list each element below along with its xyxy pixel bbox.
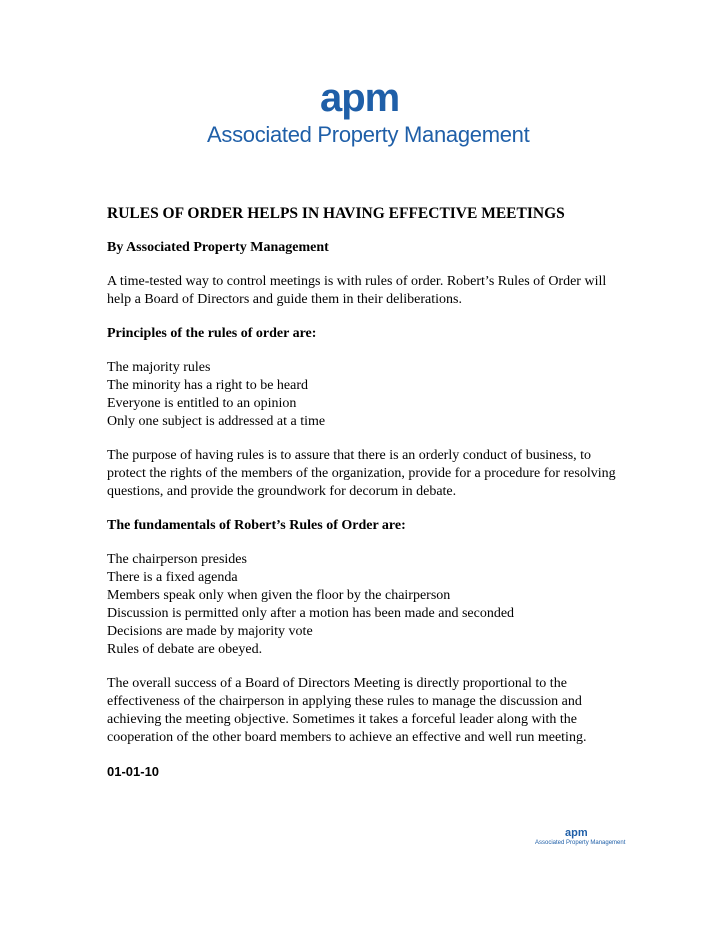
intro-paragraph: A time-tested way to control meetings is with rules of order. Robert’s Rules of Order will help a Board of Directors and guide them in their deliberations. bbox=[107, 274, 607, 307]
list-item: The chairperson presides bbox=[107, 552, 247, 567]
logo-mark: apm bbox=[320, 76, 400, 120]
list-item: The minority has a right to be heard bbox=[107, 378, 308, 393]
fundamentals-heading: The fundamentals of Robert’s Rules of Order are: bbox=[107, 518, 406, 533]
purpose-paragraph: The purpose of having rules is to assure that there is an orderly conduct of business, to protect the rights of the members of the organization, provide for a procedure for resolving questions, and provide the groundwork for decorum in debate. bbox=[107, 448, 616, 499]
list-item: Everyone is entitled to an opinion bbox=[107, 396, 297, 411]
fundamentals-list bbox=[107, 551, 632, 659]
document-title: RULES OF ORDER HELPS IN HAVING EFFECTIVE MEETINGS bbox=[107, 205, 565, 222]
list-item: Rules of debate are obeyed. bbox=[107, 642, 263, 657]
footer-logo bbox=[535, 828, 625, 852]
conclusion-paragraph: The overall success of a Board of Directors Meeting is directly proportional to the effectiveness of the chairperson in applying these rules to manage the discussion and achieving the meeting objective. Sometimes it takes a forceful leader along with the cooperation of the other board members to achieve an effective and well run meeting. bbox=[107, 676, 587, 745]
byline: By Associated Property Management bbox=[107, 240, 329, 255]
footer-logo-company-name: Associated Property Management bbox=[535, 840, 626, 846]
logo-company-name: Associated Property Management bbox=[207, 122, 530, 147]
footer-logo-mark: apm bbox=[565, 827, 588, 839]
list-item: Discussion is permitted only after a motion has been made and seconded bbox=[107, 606, 515, 621]
list-item: The majority rules bbox=[107, 360, 211, 375]
document-date: 01-01-10 bbox=[107, 764, 160, 779]
list-item: There is a fixed agenda bbox=[107, 570, 238, 585]
principles-list bbox=[107, 359, 632, 431]
list-item: Decisions are made by majority vote bbox=[107, 624, 313, 639]
list-item: Members speak only when given the floor by the chairperson bbox=[107, 588, 451, 603]
document-body bbox=[107, 204, 632, 781]
principles-heading: Principles of the rules of order are: bbox=[107, 326, 317, 341]
list-item: Only one subject is addressed at a time bbox=[107, 414, 326, 429]
